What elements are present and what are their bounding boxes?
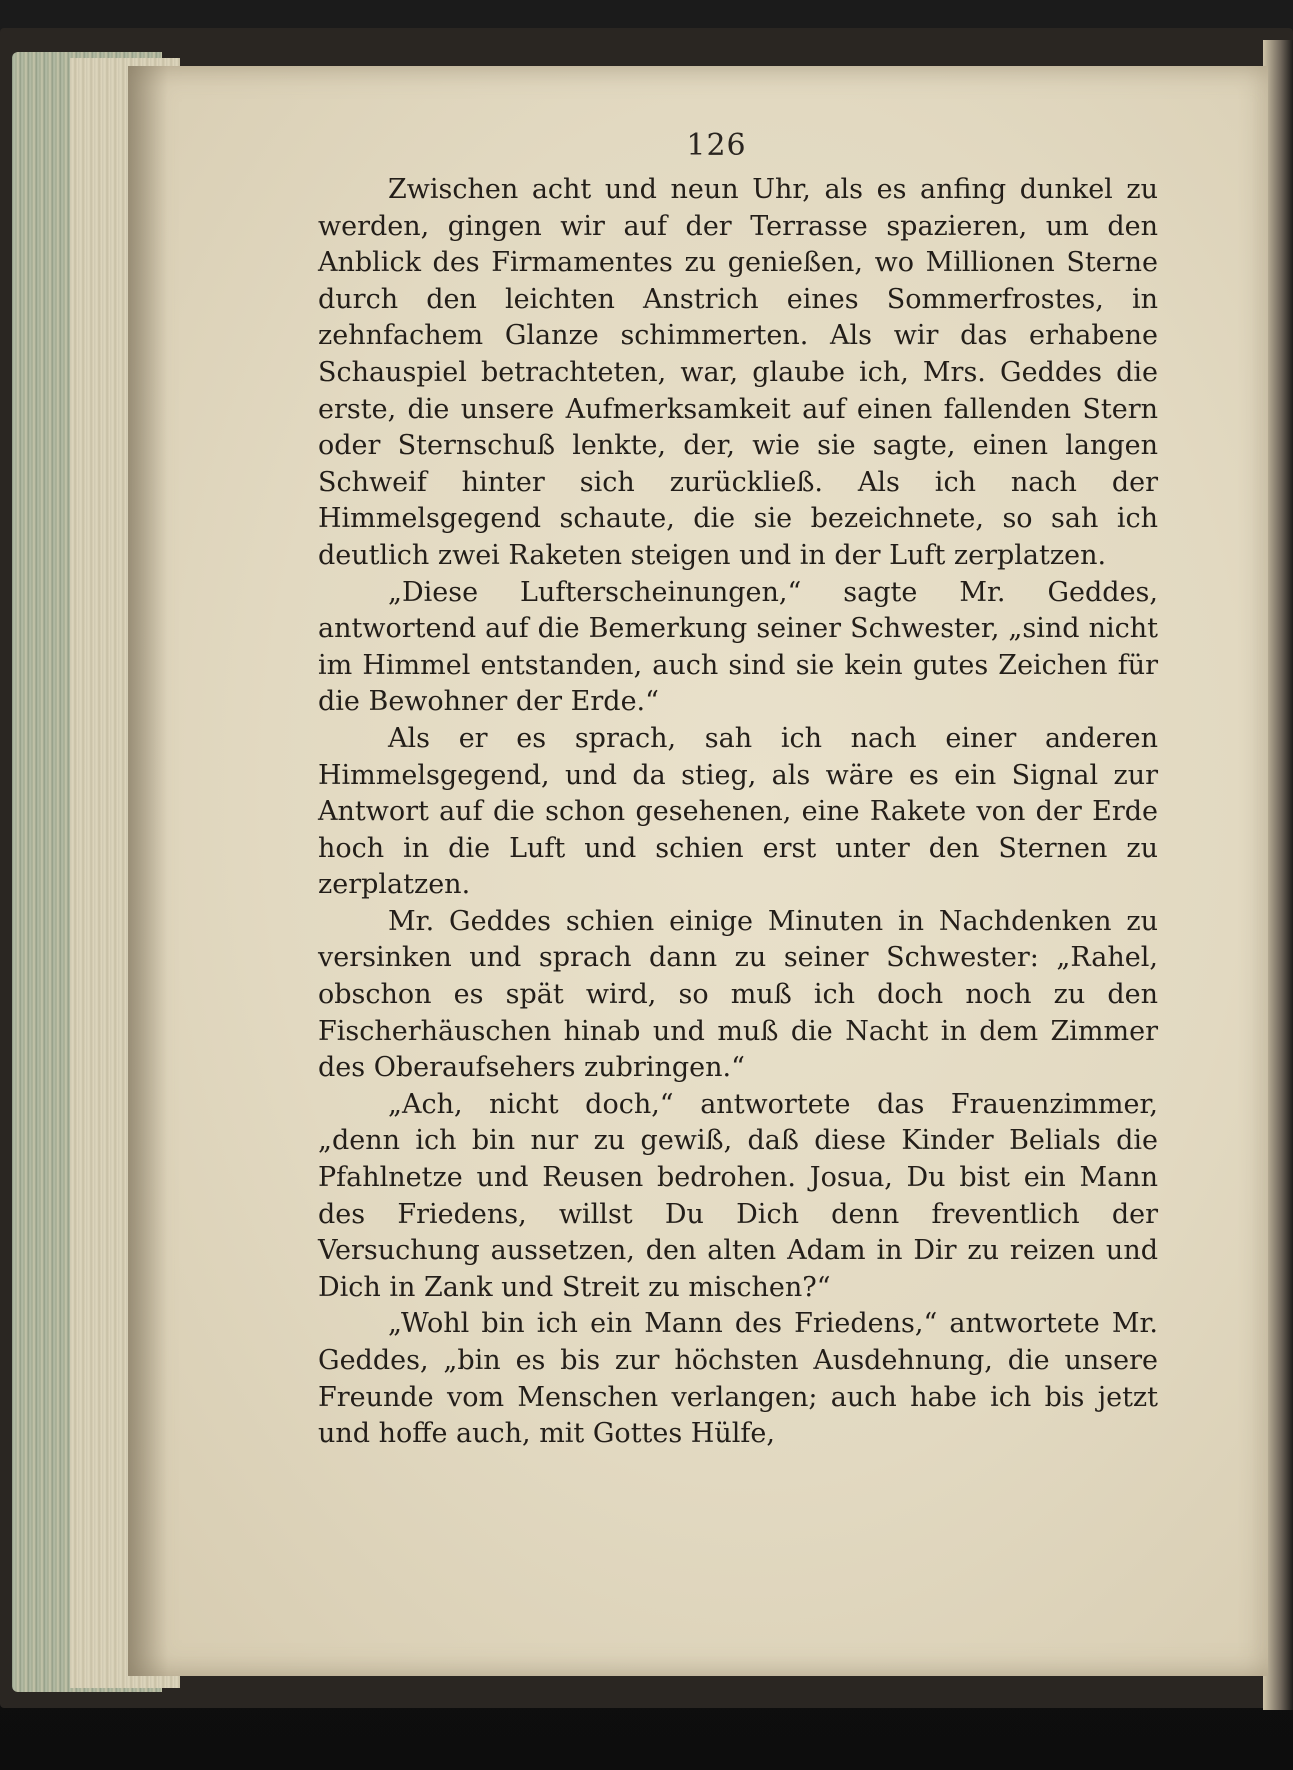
paragraph: Zwischen acht und neun Uhr, als es anfing dunkel zu werden, gingen wir auf der Terrasse spazieren, um den Anblick des Firmamentes zu genießen, wo Millionen Sterne durch den leichten Anstrich eines Sommerfrostes, in zehnfachem Glanze schimmerten. Als wir das erhabene Schauspiel betrachteten, war, glaube ich, Mrs. Geddes die erste, die unsere Aufmerksamkeit auf einen fallenden Stern oder Sternschuß lenkte, der, wie sie sagte, einen langen Schweif hinter sich zurückließ. Als ich nach der Himmelsgegend schaute, die sie bezeichnete, so sah ich deutlich zwei Raketen steigen und in der Luft zerplatzen.	[318, 174, 1158, 571]
paragraph: Mr. Geddes schien einige Minuten in Nachdenken zu versinken und sprach dann zu seiner Schwester: „Rahel, obschon es spät wird, so muß ich doch noch zu den Fischerhäuschen hinab und muß die Nacht in dem Zimmer des Oberaufsehers zubringen.“	[318, 905, 1158, 1084]
body-text	[318, 172, 1158, 1453]
page-number: 126	[686, 128, 747, 163]
paragraph: „Wohl bin ich ein Mann des Friedens,“ antwortete Mr. Geddes, „bin es bis zur höchsten Ausdehnung, die unsere Freunde vom Menschen verlangen; auch habe ich bis jetzt und hoffe auch, mit Gottes Hülfe,	[318, 1308, 1158, 1450]
paragraph: „Ach, nicht doch,“ antwortete das Frauenzimmer, „denn ich bin nur zu gewiß, daß diese Kinder Belials die Pfahlnetze und Reusen bedrohen. Josua, Du bist ein Mann des Friedens, willst Du Dich denn freventlich der Versuchung aussetzen, den alten Adam in Dir zu reizen und Dich in Zank und Streit zu mischen?“	[318, 1088, 1158, 1303]
gutter-shadow	[128, 66, 168, 1676]
paragraph: „Diese Lufterscheinungen,“ sagte Mr. Geddes, antwortend auf die Bemerkung seiner Schwester, „sind nicht im Himmel entstanden, auch sind sie kein gutes Zeichen für die Bewohner der Erde.“	[318, 576, 1158, 718]
paragraph: Als er es sprach, sah ich nach einer anderen Himmelsgegend, und da stieg, als wäre es ein Signal zur Antwort auf die schon gesehenen, eine Rakete von der Erde hoch in die Luft und schien erst unter den Sternen zu zerplatzen.	[318, 722, 1158, 901]
